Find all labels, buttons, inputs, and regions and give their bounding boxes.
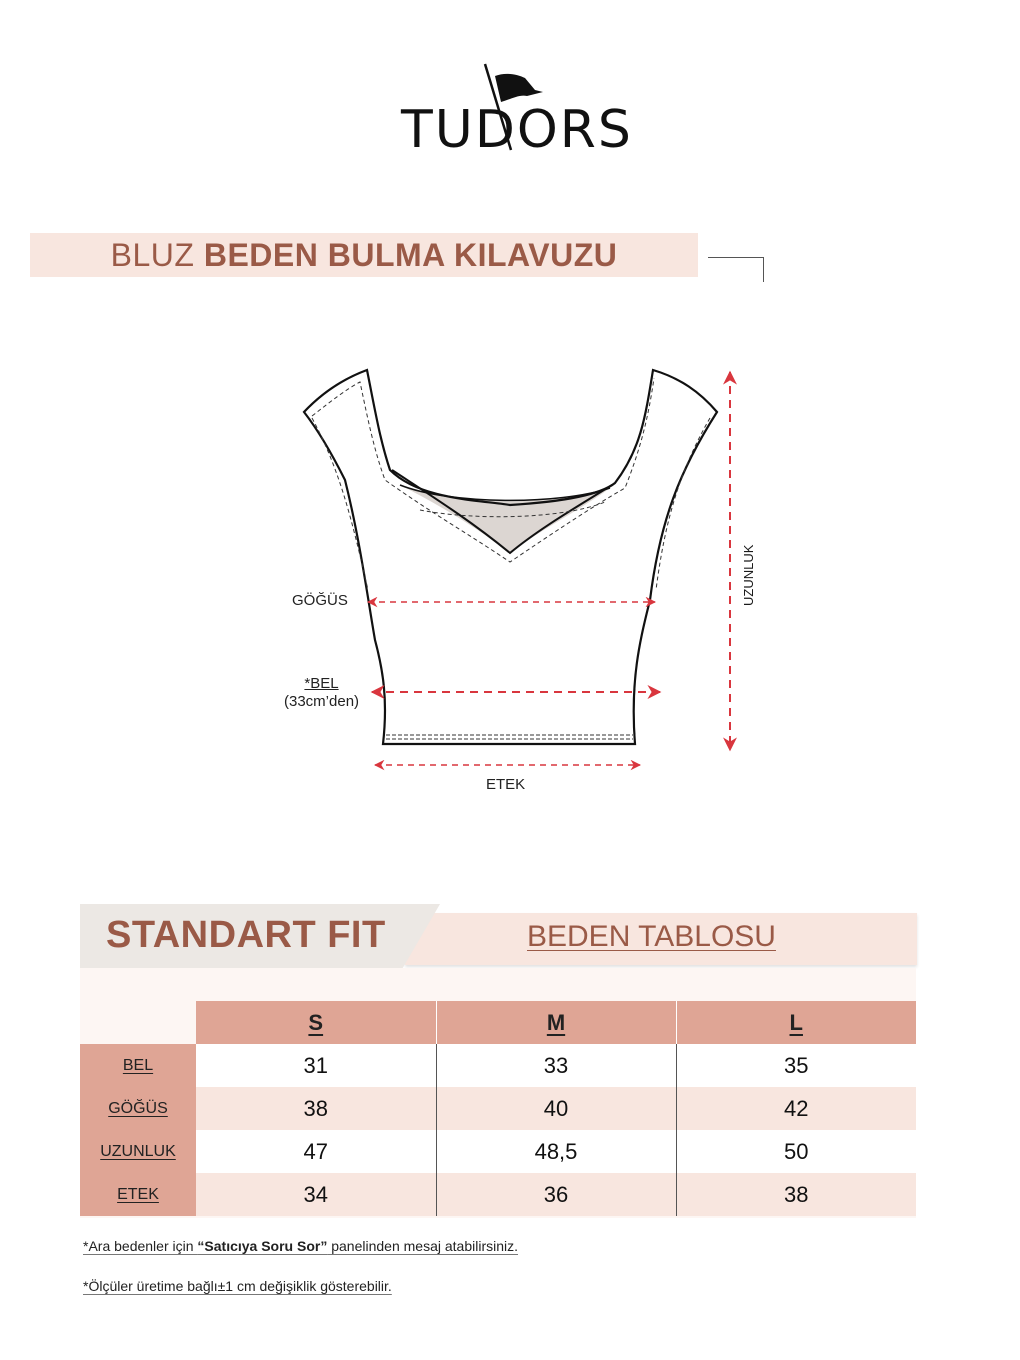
note-intermediate-sizes [83, 1238, 518, 1254]
table-row [80, 1130, 916, 1173]
note1-bold: “Satıcıya Soru Sor” [197, 1238, 328, 1254]
table-row [80, 1173, 916, 1216]
table-cell: 35 [676, 1044, 916, 1087]
table-cell: 50 [676, 1130, 916, 1173]
table-title: BEDEN TABLOSU [527, 920, 776, 953]
label-bel-title: *BEL [304, 675, 339, 692]
table-cell: 38 [196, 1087, 436, 1130]
table-cell: 36 [436, 1173, 676, 1216]
size-col-l: L [676, 1001, 916, 1044]
table-cell: 40 [436, 1087, 676, 1130]
title-bold: BEDEN BULMA KILAVUZU [203, 237, 618, 273]
note-tolerance: *Ölçüler üretime bağlı±1 cm değişiklik gösterebilir. [83, 1278, 392, 1294]
label-bel-note: (33cm’den) [284, 693, 360, 710]
label-gogus: GÖĞÜS [292, 592, 348, 609]
table-row [80, 1087, 916, 1130]
label-bel [284, 675, 359, 711]
row-label-bel: BEL [80, 1044, 196, 1087]
size-col-m: M [436, 1001, 676, 1044]
row-label-gogus: GÖĞÜS [80, 1087, 196, 1130]
table-cell: 42 [676, 1087, 916, 1130]
table-cell: 31 [196, 1044, 436, 1087]
table-cell: 38 [676, 1173, 916, 1216]
label-etek: ETEK [486, 776, 526, 793]
table-header-row [80, 1001, 916, 1044]
note1-suffix: panelinden mesaj atabilirsiniz. [327, 1238, 519, 1254]
table-cell: 33 [436, 1044, 676, 1087]
fit-label: STANDART FIT [106, 914, 386, 956]
table-cell: 34 [196, 1173, 436, 1216]
table-cell: 48,5 [436, 1130, 676, 1173]
label-uzunluk [741, 540, 761, 610]
table-corner [80, 1001, 196, 1044]
title-light: BLUZ [110, 237, 195, 273]
row-label-etek: ETEK [80, 1173, 196, 1216]
table-cell: 47 [196, 1130, 436, 1173]
size-col-s: S [196, 1001, 436, 1044]
size-table [80, 1001, 916, 1216]
row-label-uzunluk: UZUNLUK [80, 1130, 196, 1173]
label-uzunluk-text: UZUNLUK [741, 544, 756, 606]
note1-prefix: *Ara bedenler için [83, 1238, 198, 1254]
table-row [80, 1044, 916, 1087]
garment-outline [304, 370, 717, 744]
brand-name: TUDORS [401, 100, 633, 160]
